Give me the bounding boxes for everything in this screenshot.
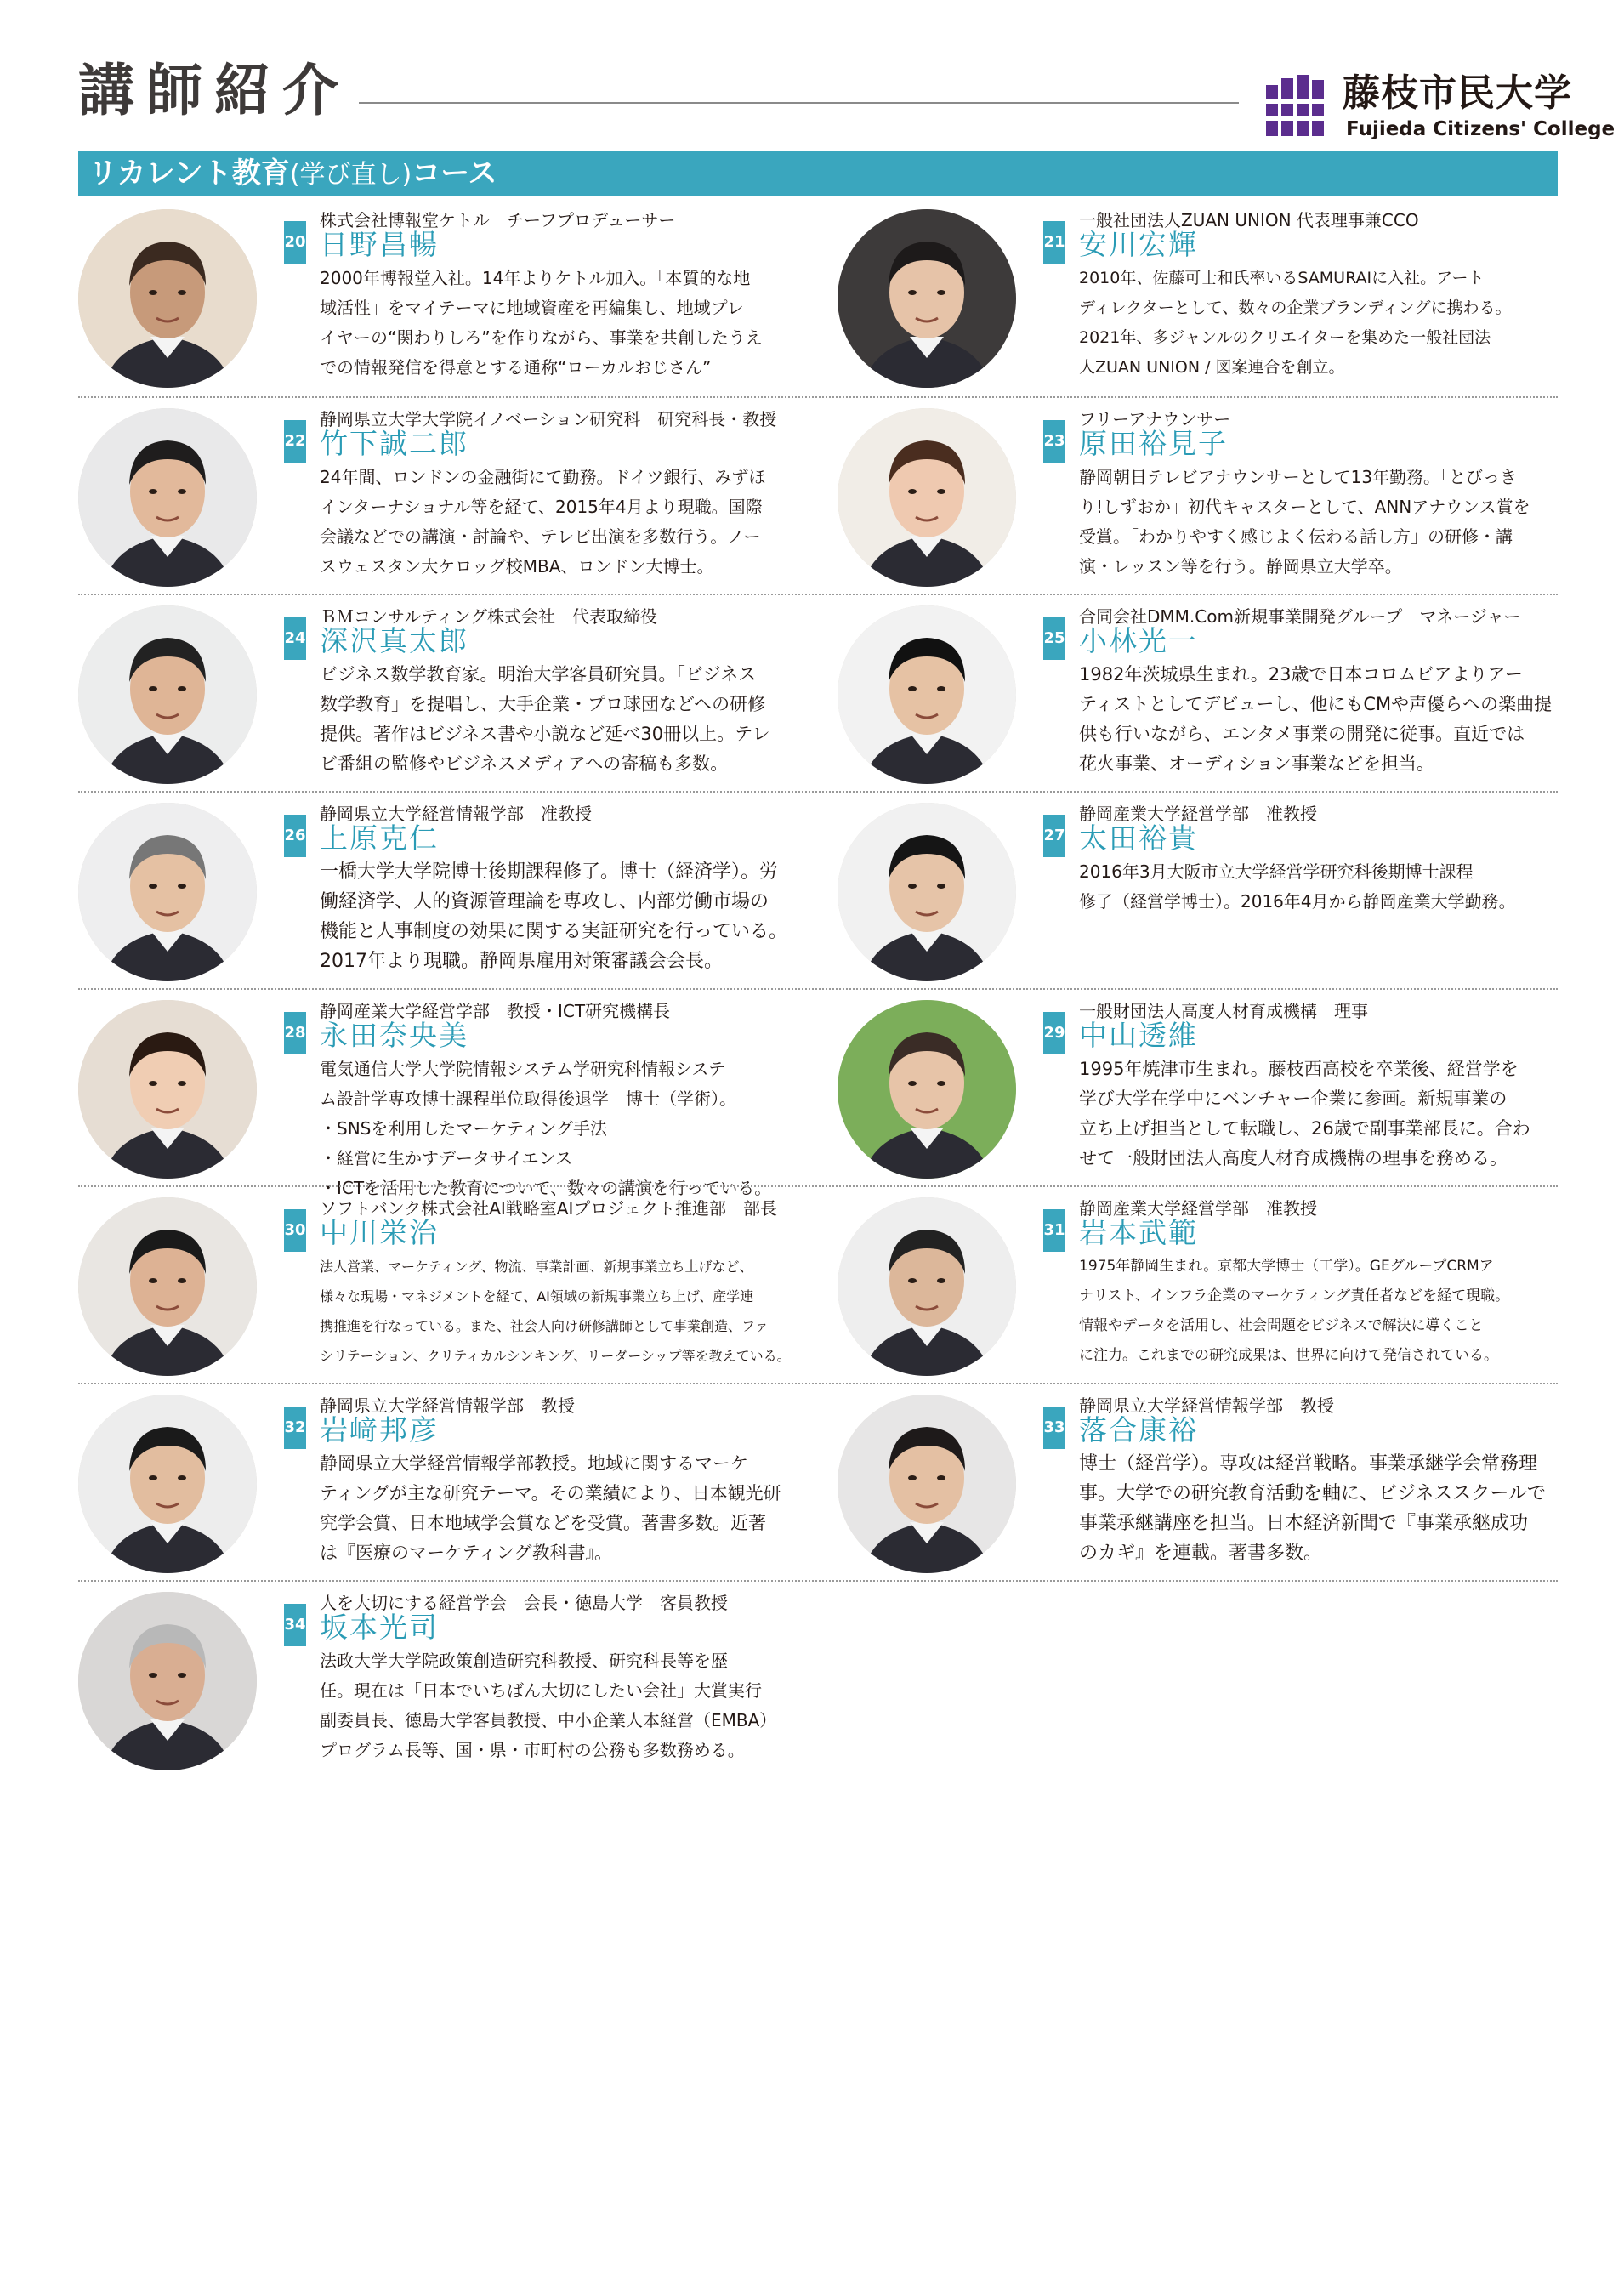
lecturer-bio-line: に注力。これまでの研究成果は、世界に向けて発信されている。	[1079, 1347, 1498, 1364]
person-portrait-icon	[838, 1000, 1016, 1179]
lecturer-bio-line: 博士（経営学）。専攻は経営戦略。事業承継学会常務理	[1079, 1453, 1538, 1475]
lecturer-bio	[1079, 264, 1564, 383]
lecturer-photo	[838, 209, 1016, 388]
lecturer-photo	[78, 1395, 257, 1573]
lecturer-bio	[320, 1646, 804, 1765]
lecturer-number-badge: 23	[1043, 420, 1065, 463]
lecturer-card	[838, 798, 1577, 985]
row-divider	[78, 1383, 1558, 1384]
lecturer-bio-line: 立ち上げ担当として転職し、26歳で副事業部長に。合わ	[1079, 1118, 1530, 1139]
lecturer-card	[838, 1192, 1577, 1379]
lecturer-bio-line: 任。現在は「日本でいちばん大切にしたい会社」大賞実行	[320, 1680, 762, 1701]
lecturer-bio-line: 機能と人事制度の効果に関する実証研究を行っている。	[320, 921, 788, 942]
lecturer-bio	[320, 857, 804, 976]
lecturer-bio	[320, 1449, 804, 1568]
lecturer-name: 深沢真太郎	[320, 624, 468, 657]
lecturer-number-badge: 30	[284, 1209, 306, 1252]
row-divider	[78, 988, 1558, 990]
lecturer-affiliation: 静岡産業大学経営学部 教授・ICT研究機構長	[320, 1001, 671, 1021]
lecturer-photo	[78, 209, 257, 388]
lecturer-name: 永田奈央美	[320, 1019, 468, 1052]
college-logo	[1264, 71, 1615, 146]
person-portrait-icon	[838, 209, 1016, 388]
title-rule	[359, 102, 1239, 104]
lecturer-bio-line: スウェスタン大ケロッグ校MBA、ロンドン大博士。	[320, 556, 714, 577]
lecturer-bio-line: り!しずおか」初代キャスターとして、ANNアナウンス賞を	[1079, 497, 1530, 517]
person-portrait-icon	[838, 408, 1016, 587]
lecturer-photo	[838, 1197, 1016, 1376]
lecturer-name: 安川宏輝	[1079, 228, 1198, 261]
lecturer-photo	[78, 408, 257, 587]
lecturer-number-badge: 32	[284, 1407, 306, 1449]
row-divider	[78, 594, 1558, 595]
lecturer-bio-line: ・ICTを活用した教育について、数々の講演を行っている。	[320, 1178, 772, 1198]
lecturer-bio-line: は『医療のマーケティング教科書』。	[320, 1543, 612, 1563]
lecturer-card	[838, 204, 1577, 391]
row-divider	[78, 396, 1558, 398]
lecturer-bio	[320, 463, 804, 582]
lecturer-photo	[78, 1197, 257, 1376]
lecturer-bio-line: 学び大学在学中にベンチャー企業に参画。新規事業の	[1079, 1088, 1508, 1109]
lecturer-bio-line: 花火事業、オーディション事業などを担当。	[1079, 753, 1434, 774]
lecturer-card	[78, 1587, 818, 1774]
lecturer-bio-line: 情報やデータを活用し、社会問題をビジネスで解決に導くこと	[1079, 1317, 1484, 1334]
lecturer-number-badge: 24	[284, 617, 306, 660]
lecturer-bio-line: 静岡県立大学経営情報学部教授。地域に関するマーケ	[320, 1453, 748, 1474]
lecturer-bio	[1079, 660, 1564, 779]
lecturer-bio	[1079, 857, 1564, 917]
lecturer-name: 坂本光司	[320, 1611, 439, 1644]
lecturer-bio-line: 一橋大学大学院博士後期課程修了。博士（経済学）。労	[320, 861, 779, 883]
page-title: 講師紹介	[78, 58, 350, 123]
lecturer-affiliation: 一般財団法人高度人材育成機構 理事	[1079, 1001, 1368, 1021]
lecturer-bio-line: せて一般財団法人高度人材育成機構の理事を務める。	[1079, 1148, 1508, 1168]
person-portrait-icon	[78, 803, 257, 981]
lecturer-bio-line: 働経済学、人的資源管理論を専攻し、内部労働市場の	[320, 891, 769, 912]
lecturer-bio-line: 演・レッスン等を行う。静岡県立大学卒。	[1079, 556, 1402, 577]
lecturer-card	[78, 204, 818, 391]
lecturer-card	[78, 1192, 818, 1379]
person-portrait-icon	[78, 1592, 257, 1770]
person-portrait-icon	[838, 605, 1016, 784]
lecturer-bio-line: プログラム長等、国・県・市町村の公務も多数務める。	[320, 1740, 745, 1760]
person-portrait-icon	[78, 1197, 257, 1376]
lecturer-bio-line: ム設計学専攻博士課程単位取得後退学 博士（学術）。	[320, 1088, 736, 1109]
lecturer-bio-line: のカギ』を連載。著書多数。	[1079, 1543, 1323, 1564]
lecturer-name: 原田裕見子	[1079, 427, 1228, 460]
lecturer-photo	[838, 803, 1016, 981]
person-portrait-icon	[838, 803, 1016, 981]
lecturer-name: 上原克仁	[320, 821, 439, 855]
lecturer-bio-line: 究学会賞、日本地域学会賞などを受賞。著書多数。近著	[320, 1513, 766, 1533]
lecturer-photo	[78, 803, 257, 981]
lecturer-bio-line: 1975年静岡生まれ。京都大学博士（工学）。GEグループCRMア	[1079, 1258, 1494, 1275]
lecturer-bio	[1079, 1449, 1564, 1568]
lecturer-bio-line: シリテーション、クリティカルシンキング、リーダーシップ等を教えている。	[320, 1348, 791, 1364]
lecturer-bio-line: 24年間、ロンドンの金融街にて勤務。ドイツ銀行、みずほ	[320, 467, 766, 487]
lecturer-photo	[838, 1395, 1016, 1573]
lecturer-bio-line: 人ZUAN UNION / 図案連合を創立。	[1079, 358, 1345, 377]
lecturer-bio	[1079, 1054, 1564, 1174]
lecturer-bio-line: ビ番組の監修やビジネスメディアへの寄稿も多数。	[320, 753, 729, 774]
lecturer-card	[78, 995, 818, 1198]
lecturer-bio-line: 電気通信大学大学院情報システム学研究科情報システ	[320, 1059, 725, 1079]
lecturer-bio	[320, 1054, 804, 1203]
college-logo-mark-icon	[1264, 73, 1331, 138]
lecturer-bio-line: 修了（経営学博士）。2016年4月から静岡産業大学勤務。	[1079, 891, 1516, 912]
lecturer-bio-line: 事。大学での研究教育活動を軸に、ビジネススクールで	[1079, 1483, 1546, 1504]
row-divider	[78, 1580, 1558, 1582]
lecturer-affiliation: フリーアナウンサー	[1079, 409, 1231, 429]
lecturer-name: 竹下誠二郎	[320, 427, 468, 460]
lecturer-bio-line: 1982年茨城県生まれ。23歳で日本コロムビアよりアー	[1079, 664, 1523, 685]
lecturer-name: 岩﨑邦彦	[320, 1413, 439, 1446]
lecturer-number-badge: 26	[284, 815, 306, 857]
lecturer-bio-line: インターナショナル等を経て、2015年4月より現職。国際	[320, 497, 763, 517]
lecturer-bio-line: 法人営業、マーケティング、物流、事業計画、新規事業立ち上げなど、	[320, 1259, 753, 1275]
lecturer-card	[78, 403, 818, 590]
lecturer-bio-line: 様々な現場・マネジメントを経て、AI領域の新規事業立ち上げ、産学連	[320, 1288, 754, 1304]
lecturer-affiliation: ＢＭコンサルティング株式会社 代表取締役	[320, 606, 657, 627]
lecturer-affiliation: 静岡産業大学経営学部 准教授	[1079, 1198, 1317, 1219]
lecturer-card	[78, 1390, 818, 1577]
lecturer-number-badge: 34	[284, 1604, 306, 1646]
lecturer-name: 日野昌暢	[320, 228, 439, 261]
lecturer-name: 岩本武範	[1079, 1216, 1198, 1249]
person-portrait-icon	[78, 1395, 257, 1573]
lecturer-bio-line: 2016年3月大阪市立大学経営学研究科後期博士課程	[1079, 861, 1474, 882]
section-title-band	[78, 151, 1558, 196]
lecturer-name: 小林光一	[1079, 624, 1198, 657]
lecturer-bio-line: 法政大学大学院政策創造研究科教授、研究科長等を歴	[320, 1651, 728, 1671]
lecturer-bio-line: 2000年博報堂入社。14年よりケトル加入。「本質的な地	[320, 268, 751, 288]
lecturer-bio-line: ティングが主な研究テーマ。その業績により、日本観光研	[320, 1483, 781, 1503]
lecturer-card	[838, 1390, 1577, 1577]
lecturer-card	[838, 403, 1577, 590]
lecturer-number-badge: 28	[284, 1012, 306, 1054]
lecturer-bio-line: 数学教育」を提唱し、大手企業・プロ球団などへの研修	[320, 694, 766, 714]
lecturer-bio-line: 2021年、多ジャンルのクリエイターを集めた一般社団法	[1079, 328, 1491, 347]
lecturer-photo	[838, 605, 1016, 784]
lecturer-bio-line: ビジネス数学教育家。明治大学客員研究員。「ビジネス	[320, 664, 757, 685]
lecturer-bio-line: 2017年より現職。静岡県雇用対策審議会会長。	[320, 951, 723, 972]
lecturer-bio-line: 供も行いながら、エンタメ事業の開発に従事。直近では	[1079, 724, 1525, 744]
row-divider	[78, 791, 1558, 793]
lecturer-affiliation: ソフトバンク株式会社AI戦略室AIプロジェクト推進部 部長	[320, 1198, 777, 1219]
section-title: リカレント教育(学び直し)コース	[88, 156, 497, 190]
lecturer-card	[838, 995, 1577, 1182]
lecturer-photo	[838, 1000, 1016, 1179]
lecturer-name: 中山透維	[1079, 1019, 1198, 1052]
lecturer-bio	[320, 264, 804, 383]
lecturer-affiliation: 静岡県立大学大学院イノベーション研究科 研究科長・教授	[320, 409, 777, 429]
lecturer-affiliation: 静岡県立大学経営情報学部 准教授	[320, 804, 592, 824]
lecturer-bio-line: ナリスト、インフラ企業のマーケティング責任者などを経て現職。	[1079, 1287, 1510, 1304]
lecturer-bio-line: ティストとしてデビューし、他にもCMや声優らへの楽曲提	[1079, 694, 1553, 714]
lecturer-number-badge: 25	[1043, 617, 1065, 660]
lecturer-bio	[320, 660, 804, 779]
lecturer-bio-line: 会議などでの講演・討論や、テレビ出演を多数行う。ノー	[320, 526, 761, 547]
lecturer-bio	[1079, 1252, 1564, 1371]
lecturer-number-badge: 27	[1043, 815, 1065, 857]
lecturer-affiliation: 静岡県立大学経営情報学部 教授	[1079, 1395, 1334, 1416]
lecturer-bio-line: での情報発信を得意とする通称“ローカルおじさん”	[320, 357, 712, 378]
lecturer-bio-line: 2010年、佐藤可士和氏率いるSAMURAIに入社。アート	[1079, 269, 1485, 287]
lecturer-name: 落合康裕	[1079, 1413, 1198, 1446]
lecturer-card	[78, 798, 818, 985]
person-portrait-icon	[78, 1000, 257, 1179]
row-divider	[78, 1185, 1558, 1187]
lecturer-affiliation: 静岡産業大学経営学部 准教授	[1079, 804, 1317, 824]
lecturer-bio-line: 受賞。「わかりやすく感じよく伝わる話し方」の研修・講	[1079, 526, 1513, 547]
lecturer-number-badge: 22	[284, 420, 306, 463]
person-portrait-icon	[78, 605, 257, 784]
lecturer-card	[838, 600, 1577, 787]
lecturer-bio-line: 1995年焼津市生まれ。藤枝西高校を卒業後、経営学を	[1079, 1059, 1519, 1079]
lecturer-affiliation: 静岡県立大学経営情報学部 教授	[320, 1395, 575, 1416]
lecturer-number-badge: 31	[1043, 1209, 1065, 1252]
lecturer-bio	[1079, 463, 1564, 582]
lecturer-bio	[320, 1252, 804, 1371]
lecturer-photo	[838, 408, 1016, 587]
lecturer-card	[78, 600, 818, 787]
lecturer-name: 中川栄治	[320, 1216, 439, 1249]
lecturer-photo	[78, 605, 257, 784]
person-portrait-icon	[838, 1395, 1016, 1573]
logo-text-jp: 藤枝市民大学	[1343, 71, 1572, 115]
lecturer-bio-line: 静岡朝日テレビアナウンサーとして13年勤務。「とびっき	[1079, 467, 1518, 487]
lecturer-number-badge: 29	[1043, 1012, 1065, 1054]
lecturer-affiliation: 人を大切にする経営学会 会長・徳島大学 客員教授	[320, 1593, 728, 1613]
lecturer-bio-line: ディレクターとして、数々の企業ブランディングに携わる。	[1079, 298, 1512, 317]
lecturer-bio-line: 事業承継講座を担当。日本経済新聞で『事業承継成功	[1079, 1513, 1529, 1534]
person-portrait-icon	[78, 209, 257, 388]
lecturer-bio-line: 域活性」をマイテーマに地域資産を再編集し、地域プレ	[320, 298, 744, 318]
lecturer-bio-line: 副委員長、徳島大学客員教授、中小企業人本経営（EMBA）	[320, 1710, 777, 1731]
lecturer-affiliation: 合同会社DMM.Com新規事業開発グループ マネージャー	[1079, 606, 1521, 627]
lecturer-bio-line: イヤーの“関わりしろ”を作りながら、事業を共創したうえ	[320, 327, 763, 348]
lecturer-photo	[78, 1000, 257, 1179]
lecturer-bio-line: ・経営に生かすデータサイエンス	[320, 1148, 573, 1168]
lecturer-name: 太田裕貴	[1079, 821, 1198, 855]
lecturer-number-badge: 20	[284, 221, 306, 264]
lecturer-bio-line: 携推進を行なっている。また、社会人向け研修講師として事業創造、ファ	[320, 1318, 769, 1334]
person-portrait-icon	[78, 408, 257, 587]
lecturer-affiliation: 株式会社博報堂ケトル チーフプロデューサー	[320, 210, 676, 230]
person-portrait-icon	[838, 1197, 1016, 1376]
lecturer-number-badge: 33	[1043, 1407, 1065, 1449]
logo-text-en: Fujieda Citizens' College	[1346, 118, 1615, 140]
lecturer-affiliation: 一般社団法人ZUAN UNION 代表理事兼CCO	[1079, 210, 1419, 230]
lecturer-bio-line: 提供。著作はビジネス書や小説など延べ30冊以上。テレ	[320, 724, 770, 744]
lecturer-bio-line: ・SNSを利用したマーケティング手法	[320, 1118, 607, 1139]
page-header	[78, 53, 1615, 146]
lecturer-photo	[78, 1592, 257, 1770]
lecturer-number-badge: 21	[1043, 221, 1065, 264]
